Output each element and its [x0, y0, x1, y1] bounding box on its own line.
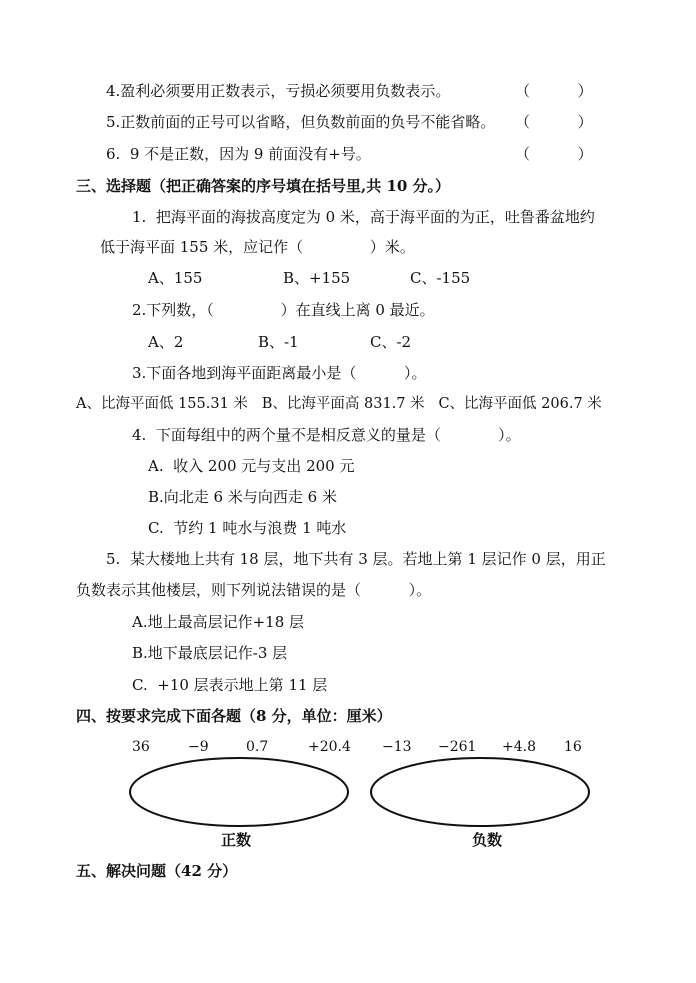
- q2-option-c[interactable]: C、-2: [370, 333, 412, 351]
- q5-option-a[interactable]: A.地上最高层记作+18 层: [132, 613, 305, 631]
- section-3-title: 三、选择题（把正确答案的序号填在括号里,共 10 分。）: [76, 177, 451, 195]
- q4-text: 4. 下面每组中的两个量不是相反意义的量是（ ）。: [132, 426, 521, 444]
- negative-oval[interactable]: [371, 758, 589, 826]
- q2-text: 2.下列数，（ ）在直线上离 0 最近。: [132, 301, 435, 319]
- q4-option-b[interactable]: B.向北走 6 米与向西走 6 米: [148, 488, 337, 506]
- q5-line2: 负数表示其他楼层，则下列说法错误的是（ ）。: [76, 581, 432, 599]
- q5-option-b[interactable]: B.地下最底层记作-3 层: [132, 644, 288, 662]
- q5-line1: 5. 某大楼地上共有 18 层，地下共有 3 层。若地上第 1 层记作 0 层，用正: [106, 550, 606, 568]
- q5-option-c[interactable]: C. +10 层表示地上第 11 层: [132, 676, 328, 694]
- q4-option-c[interactable]: C. 节约 1 吨水与浪费 1 吨水: [148, 519, 347, 537]
- judge-item-6: 6. 9 不是正数，因为 9 前面没有+号。: [106, 145, 371, 163]
- q4-option-a[interactable]: A. 收入 200 元与支出 200 元: [148, 457, 355, 475]
- answer-paren-5[interactable]: （ ）: [515, 113, 593, 131]
- judge-item-4: 4.盈利必须要用正数表示，亏损必须要用负数表示。: [106, 82, 451, 100]
- positive-oval[interactable]: [130, 758, 348, 826]
- q3-options[interactable]: A、比海平面低 155.31 米 B、比海平面高 831.7 米 C、比海平面低 206.7 米: [76, 396, 602, 412]
- number-item[interactable]: −13: [382, 739, 412, 755]
- section-5-title: 五、解决问题（42 分）: [76, 862, 238, 880]
- number-item[interactable]: +20.4: [308, 739, 351, 755]
- answer-paren-4[interactable]: （ ）: [515, 82, 593, 100]
- q1-option-b[interactable]: B、+155: [283, 269, 351, 287]
- section-4-title: 四、按要求完成下面各题（8 分，单位：厘米）: [76, 707, 392, 725]
- number-item[interactable]: 36: [132, 739, 150, 755]
- q2-option-b[interactable]: B、-1: [258, 333, 299, 351]
- q1-line1: 1. 把海平面的海拔高度定为 0 米，高于海平面的为正，吐鲁番盆地约: [132, 208, 595, 226]
- q1-line2: 低于海平面 155 米，应记作（ ）米。: [100, 238, 415, 256]
- positive-label: 正数: [221, 831, 252, 849]
- number-item[interactable]: 0.7: [246, 739, 269, 755]
- q1-option-c[interactable]: C、-155: [410, 269, 471, 287]
- negative-label: 负数: [472, 831, 503, 849]
- number-item[interactable]: +4.8: [502, 739, 536, 755]
- q1-option-a[interactable]: A、155: [148, 269, 203, 287]
- answer-paren-6[interactable]: （ ）: [515, 145, 593, 163]
- q3-text: 3.下面各地到海平面距离最小是（ ）。: [132, 364, 427, 382]
- q2-option-a[interactable]: A、2: [148, 333, 184, 351]
- number-item[interactable]: −9: [188, 739, 209, 755]
- number-item[interactable]: 16: [564, 739, 582, 755]
- number-item[interactable]: −261: [438, 739, 477, 755]
- judge-item-5: 5.正数前面的正号可以省略，但负数前面的负号不能省略。: [106, 113, 496, 131]
